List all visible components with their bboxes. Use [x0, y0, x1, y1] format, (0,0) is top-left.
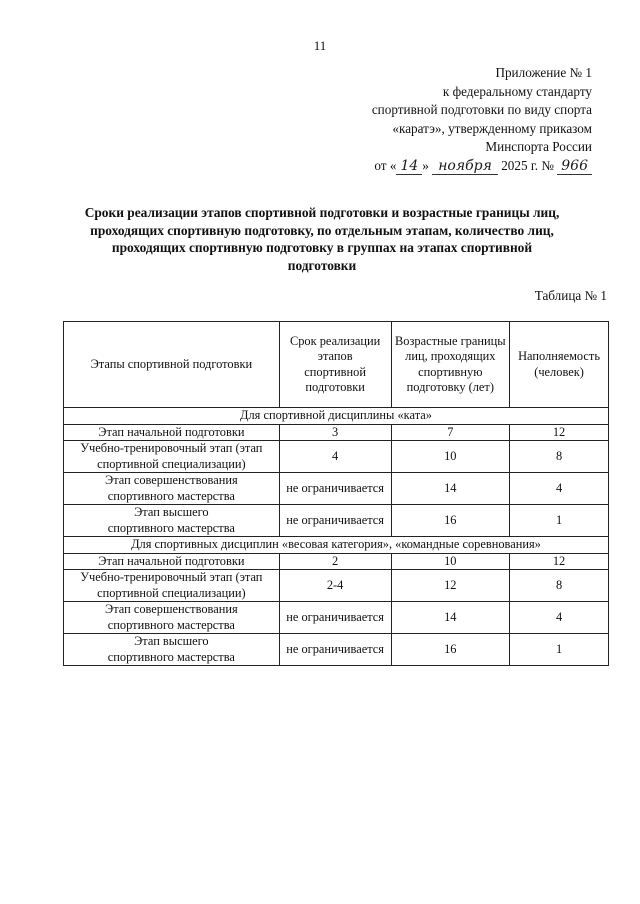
table-row [64, 634, 609, 666]
section-title: Для спортивных дисциплин «весовая категория», «командные соревнования» [64, 537, 609, 554]
cell-term: не ограничивается [279, 634, 391, 666]
cell-term: 3 [279, 424, 391, 441]
date-year: 2025 г. № [501, 157, 554, 173]
cell-age: 10 [391, 441, 510, 473]
handwritten-month: ноября [432, 158, 498, 175]
header-age: Возрастные границы лиц, проходящих спортивную подготовку (лет) [391, 322, 510, 408]
cell-age: 14 [391, 473, 510, 505]
title-line: проходящих спортивную подготовку, по отдельным этапам, количество лиц, [90, 222, 554, 238]
title-line: проходящих спортивную подготовку в группах на этапах спортивной [111, 240, 533, 255]
header-size: Наполняемость (человек) [510, 322, 609, 408]
appendix-line: Минспорта России [485, 139, 592, 155]
cell-age: 12 [391, 570, 510, 602]
title-line: Сроки реализации этапов спортивной подготовки и возрастные границы лиц, [84, 205, 560, 220]
title-line: подготовки [287, 257, 357, 273]
appendix-date-line [332, 157, 592, 176]
cell-age: 10 [391, 553, 510, 570]
cell-stage: Этап начальной подготовки [64, 553, 280, 570]
page-number: 11 [313, 38, 327, 53]
cell-size: 4 [510, 473, 609, 505]
cell-stage: Этап высшего спортивного мастерства [64, 505, 280, 537]
handwritten-number: 966 [557, 158, 592, 175]
cell-term: 2-4 [279, 570, 391, 602]
appendix-line: к федеральному стандарту [442, 83, 592, 99]
cell-size: 1 [510, 505, 609, 537]
table-caption: Таблица № 1 [534, 288, 607, 303]
sports-stages-table [63, 321, 609, 666]
cell-size: 12 [510, 553, 609, 570]
table-header-row [64, 322, 609, 408]
cell-term: 2 [279, 553, 391, 570]
cell-term: 4 [279, 441, 391, 473]
table-row [64, 424, 609, 441]
table-row [64, 570, 609, 602]
cell-size: 8 [510, 570, 609, 602]
table-row [64, 505, 609, 537]
section-title: Для спортивной дисциплины «ката» [64, 408, 609, 425]
section-row [64, 537, 609, 554]
handwritten-day: 14 [396, 158, 422, 175]
cell-stage: Этап совершенствования спортивного мастерства [64, 473, 280, 505]
cell-term: не ограничивается [279, 602, 391, 634]
cell-stage: Этап начальной подготовки [64, 424, 280, 441]
table-row [64, 602, 609, 634]
cell-term: не ограничивается [279, 473, 391, 505]
date-prefix: от « [374, 157, 397, 173]
cell-age: 14 [391, 602, 510, 634]
cell-term: не ограничивается [279, 505, 391, 537]
table-row [64, 553, 609, 570]
header-term: Срок реализации этапов спортивной подготовки [279, 322, 391, 408]
section-row [64, 408, 609, 425]
cell-size: 8 [510, 441, 609, 473]
appendix-line: «каратэ», утвержденному приказом [392, 120, 592, 136]
document-title [62, 204, 582, 274]
cell-size: 4 [510, 602, 609, 634]
cell-stage: Учебно-тренировочный этап (этап спортивной специализации) [64, 441, 280, 473]
appendix-line: Приложение № 1 [495, 65, 592, 80]
cell-stage: Этап высшего спортивного мастерства [64, 634, 280, 666]
cell-age: 16 [391, 505, 510, 537]
appendix-line: спортивной подготовки по виду спорта [371, 102, 592, 118]
cell-stage: Учебно-тренировочный этап (этап спортивной специализации) [64, 570, 280, 602]
cell-stage: Этап совершенствования спортивного мастерства [64, 602, 280, 634]
cell-age: 7 [391, 424, 510, 441]
table-row [64, 441, 609, 473]
cell-age: 16 [391, 634, 510, 666]
table-row [64, 473, 609, 505]
cell-size: 12 [510, 424, 609, 441]
header-stage: Этапы спортивной подготовки [64, 322, 280, 408]
date-close: » [422, 157, 429, 173]
cell-size: 1 [510, 634, 609, 666]
appendix-block [332, 64, 592, 176]
